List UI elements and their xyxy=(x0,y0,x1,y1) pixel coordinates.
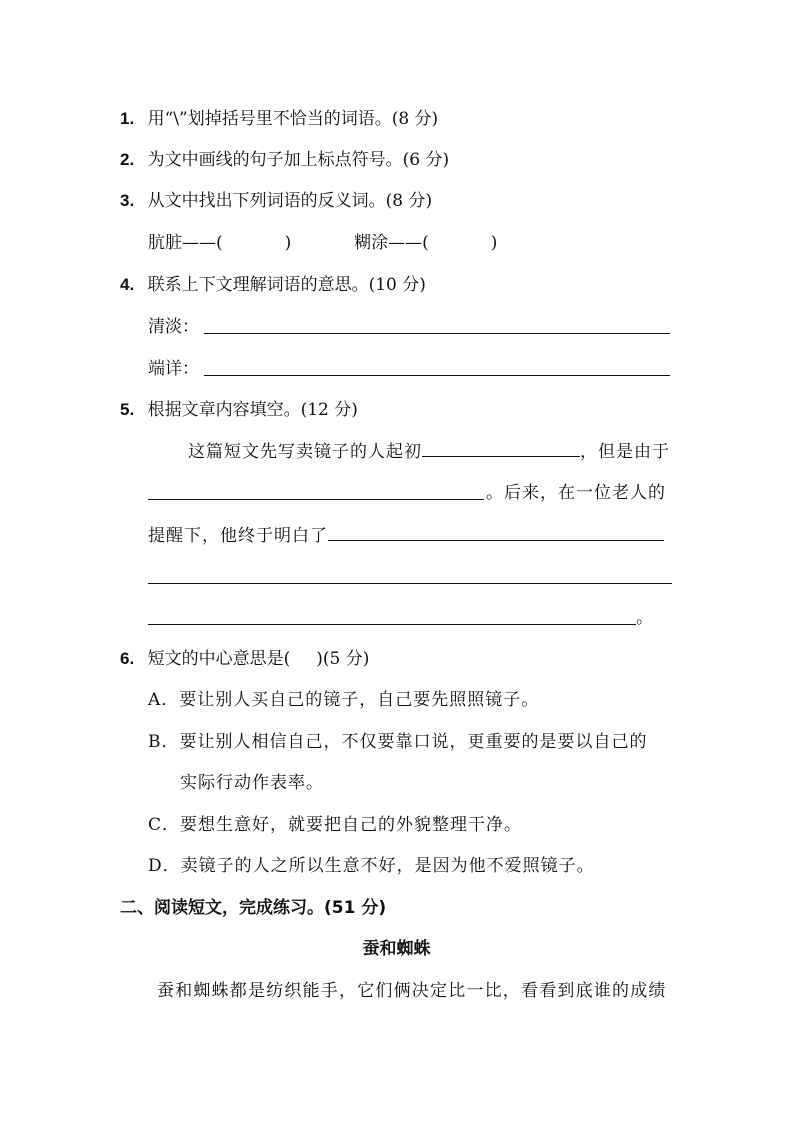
antonym-close-1: ) xyxy=(284,233,292,253)
answer-line-duanxiang[interactable] xyxy=(204,375,670,376)
section-heading: 二、阅读短文，完成练习。(51 分) xyxy=(120,898,387,918)
question-text-end: )(5 分) xyxy=(316,649,370,669)
question-6 xyxy=(120,648,369,670)
fill-text: ，但是由于 xyxy=(580,442,670,462)
question-number: 5. xyxy=(120,400,135,419)
antonym-row xyxy=(148,232,497,254)
question-number: 4. xyxy=(120,275,135,294)
fill-line-3 xyxy=(148,524,664,547)
answer-line-final[interactable] xyxy=(148,624,636,625)
answer-blank-reason[interactable] xyxy=(148,499,484,500)
option-d: D．卖镜子的人之所以生意不好，是因为他不爱照镜子。 xyxy=(148,856,595,876)
fill-text: 提醒下，他终于明白了 xyxy=(148,526,328,546)
antonym-close-2: ) xyxy=(490,233,498,253)
question-2 xyxy=(120,149,449,171)
option-b: B．要让别人相信自己，不仅要靠口说，更重要的是要以自己的 xyxy=(148,732,648,752)
antonym-word-1: 肮脏——( xyxy=(148,233,223,253)
question-4 xyxy=(120,274,426,296)
answer-line-continued[interactable] xyxy=(148,583,672,584)
fill-text: 。 xyxy=(636,608,653,628)
fill-text: 。后来，在一位老人的 xyxy=(486,483,666,503)
question-number: 2. xyxy=(120,150,135,169)
answer-blank-initially[interactable] xyxy=(422,440,580,457)
answer-blank-understood[interactable] xyxy=(328,524,664,541)
fill-text: 这篇短文先写卖镜子的人起初 xyxy=(188,442,422,462)
story-title: 蚕和蜘蛛 xyxy=(362,939,431,959)
question-text: 联系上下文理解词语的意思。(10 分) xyxy=(147,275,426,295)
question-text: 为文中画线的句子加上标点符号。(6 分) xyxy=(147,150,450,170)
question-text: 用“\”划掉括号里不恰当的词语。(8 分) xyxy=(147,109,439,129)
question-number: 1. xyxy=(120,109,135,128)
fill-line-1 xyxy=(188,440,670,463)
question-text: 从文中找出下列词语的反义词。(8 分) xyxy=(147,191,433,211)
option-c: C．要想生意好，就要把自己的外貌整理干净。 xyxy=(148,815,523,835)
question-text: 根据文章内容填空。(12 分) xyxy=(147,400,358,420)
question-1 xyxy=(120,108,438,130)
antonym-word-2: 糊涂——( xyxy=(354,233,429,253)
question-number: 6. xyxy=(120,649,135,668)
option-b-continued: 实际行动作表率。 xyxy=(180,773,324,793)
term-label-2: 端详： xyxy=(148,359,199,379)
question-3 xyxy=(120,190,432,212)
question-number: 3. xyxy=(120,191,135,210)
term-label-1: 清淡： xyxy=(148,317,199,337)
story-paragraph: 蚕和蜘蛛都是纺织能手，它们俩决定比一比，看看到底谁的成绩 xyxy=(157,981,667,1001)
option-a: A．要让别人买自己的镜子，自己要先照照镜子。 xyxy=(148,690,540,710)
answer-line-qingdan[interactable] xyxy=(204,333,670,334)
question-text: 短文的中心意思是( xyxy=(147,649,291,669)
question-5 xyxy=(120,399,358,421)
